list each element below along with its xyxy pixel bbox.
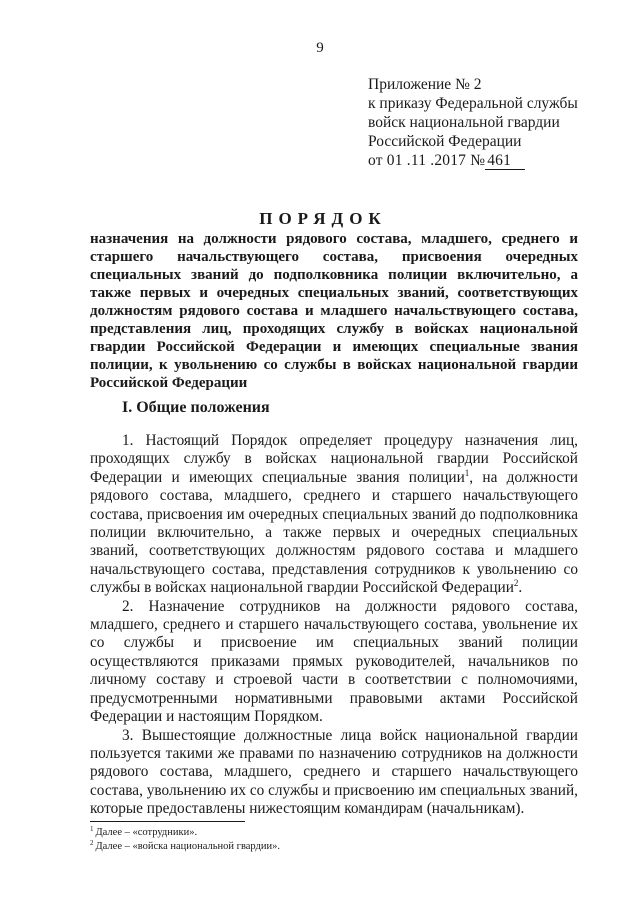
footnote-ref-1: 1: [464, 467, 470, 478]
page-number: 9: [316, 40, 324, 56]
body-text: [90, 432, 578, 819]
footnote-divider: [90, 821, 245, 822]
appendix-line-4: Российской Федерации: [368, 133, 522, 150]
paragraph-1-part-3: .: [518, 579, 523, 597]
appendix-line-2: к приказу Федеральной службы: [368, 95, 578, 112]
footnote-2: [90, 840, 280, 854]
document-subtitle: назначения на должности рядового состава, младшего, среднего и старшего начальствующего состава, присвоения очередных специальных званий до подполковника полиции включительно, а также первых и очередных специальных званий, соответствующих должностям рядового состава и младшего начальствующего состава, представления лиц, проходящих службу в войсках национальной гвардии Российской Федерации и имеющих специальные звания полиции, к увольнению со службы в войсках национальной гвардии Российской Федерации: [90, 231, 578, 391]
footnote-1-mark: 1: [90, 824, 94, 833]
appendix-date: от 01 .11 .2017 №: [368, 152, 486, 169]
footnote-1: [90, 826, 280, 840]
footnote-ref-2: 2: [513, 578, 519, 589]
footnotes: [90, 826, 280, 854]
paragraph-1: [90, 432, 578, 598]
paragraph-1-part-1: 1. Настоящий Порядок определяет процедуру назначения лиц, проходящих службу в войсках национальной гвардии Российской Федерации и имеющих специальные звания полиции: [90, 432, 578, 486]
appendix-order-number: 461: [485, 153, 525, 170]
appendix-line-1: Приложение № 2: [368, 76, 482, 93]
appendix-block: [368, 75, 618, 170]
appendix-date-line: [368, 151, 618, 170]
document-title: ПОРЯДОК: [259, 209, 387, 228]
paragraph-1-part-2: , на должности рядового состава, младшего, среднего и старшего начальствующего состава, присвоения им очередных специальных званий до подполковника полиции включительно, а также первых и очередных специальных званий, соответствующих должностям рядового состава и младшего начальствующего состава, представления сотрудников к увольнению со службы в войсках национальной гвардии Российской Федерации: [90, 468, 578, 597]
appendix-line-3: войск национальной гвардии: [368, 114, 560, 131]
paragraph-3: 3. Вышестоящие должностные лица войск национальной гвардии пользуется такими же правами по назначению сотрудников на должности рядового состава, младшего, среднего и старшего начальствующего состава, увольнению их со службы и присвоению им специальных званий, которые предоставлены нижестоящим командирам (начальникам).: [90, 726, 578, 818]
footnote-2-text: Далее – «войска национальной гвардии».: [95, 841, 281, 852]
footnote-2-mark: 2: [90, 838, 94, 847]
footnote-1-text: Далее – «сотрудники».: [95, 827, 198, 838]
section-heading: I. Общие положения: [122, 399, 270, 416]
paragraph-2: 2. Назначение сотрудников на должности рядового состава, младшего, среднего и старшего начальствующего состава, увольнение их со службы и присвоение им специальных званий полиции осуществляются приказами прямых руководителей, начальников по личному составу и строевой части в соответствии с полномочиями, предусмотренными нормативными правовыми актами Российской Федерации и настоящим Порядком.: [90, 597, 578, 726]
